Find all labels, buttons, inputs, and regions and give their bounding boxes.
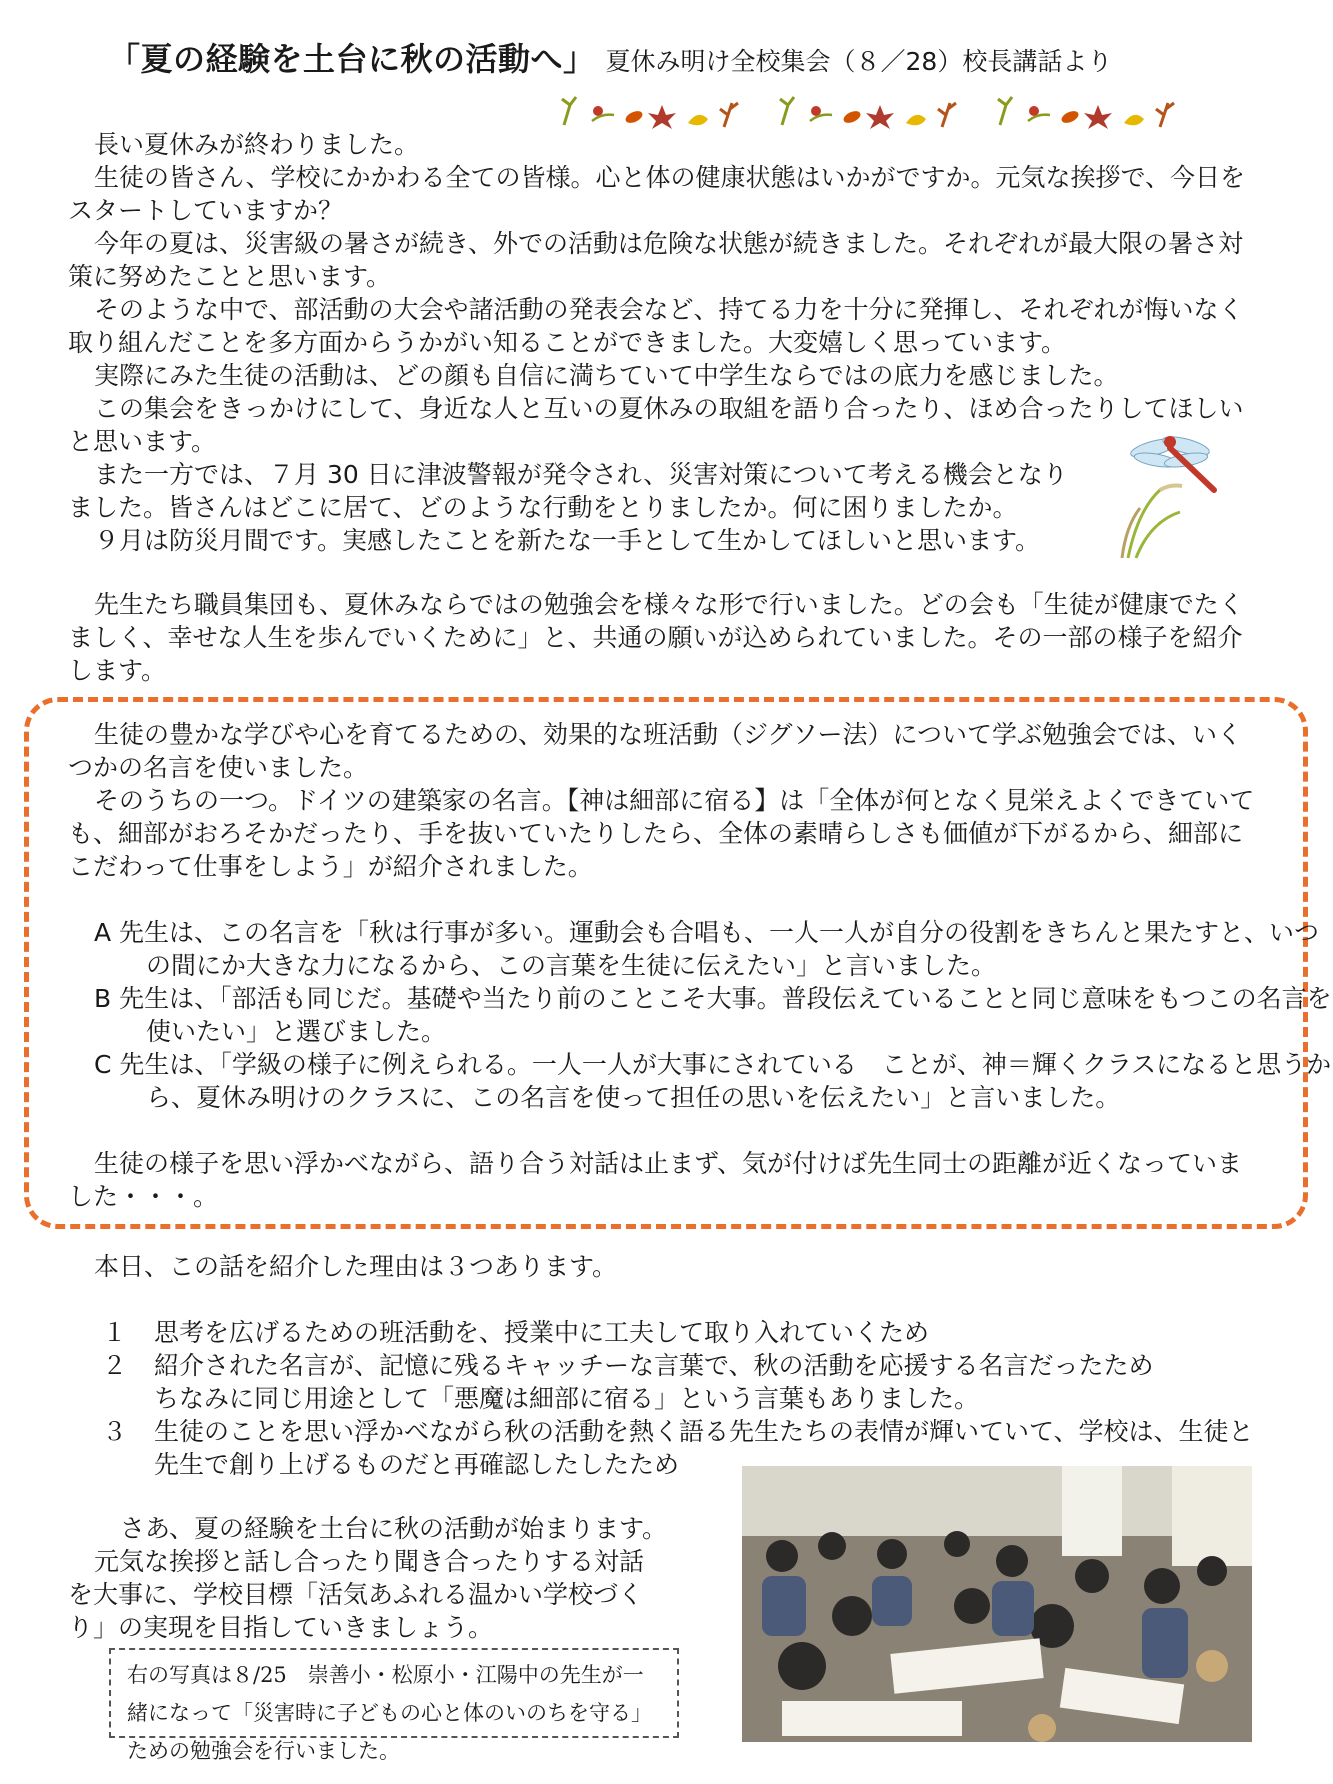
teacher-b-comment: B 先生は、「部活も同じだ。基礎や当たり前のことこそ大事。普段伝えていることと同じ意味をもつこの名言を使いたい」と選びました。: [94, 984, 1332, 1046]
intro-paragraph-3: 今年の夏は、災害級の暑さが続き、外での活動は危険な状態が続きました。それぞれが最大限の暑さ対策に努めたことと思います。: [68, 229, 1244, 291]
intro-paragraph-6: この集会をきっかけにして、身近な人と互いの夏休みの取組を語り合ったり、ほめ合ったりしてほしいと思います。: [68, 394, 1244, 456]
box-paragraph-2: そのうちの一つ。ドイツの建築家の名言。【神は細部に宿る】は「全体が何となく見栄えよくできていても、細部がおろそかだったり、手を抜いていたりしたら、全体の素晴らしさも価値が下がるから、細部にこだわって仕事をしよう」が紹介されました。: [68, 786, 1255, 881]
reason-text: 生徒のことを思い浮かべながら秋の活動を熱く語る先生たちの表情が輝いていて、学校は、生徒と先生で創り上げるものだと再確認したしたため: [154, 1417, 1254, 1479]
reason-number: ３: [102, 1417, 128, 1446]
intro-paragraph-4: そのような中で、部活動の大会や諸活動の発表会など、持てる力を十分に発揮し、それぞれが悔いなく取り組んだことを多方面からうかがい知ることができました。大変嬉しく思っています。: [68, 295, 1244, 357]
reason-number: １: [102, 1318, 128, 1347]
study-session-photo: [742, 1466, 1252, 1742]
staff-paragraph: 先生たち職員集団も、夏休みならではの勉強会を様々な形で行いました。どの会も「生徒が健康でたくましく、幸せな人生を歩んでいくために」と、共通の願いが込められていました。その一部の様子を紹介します。: [68, 590, 1244, 685]
box-paragraph-1: 生徒の豊かな学びや心を育てるための、効果的な班活動（ジグソー法）について学ぶ勉強会では、いくつかの名言を使いました。: [68, 720, 1243, 782]
intro-paragraph-2: 生徒の皆さん、学校にかかわる全ての皆様。心と体の健康状態はいかがですか。元気な挨拶で、今日をスタートしていますか？: [68, 163, 1246, 225]
dragonfly-icon: [1110, 430, 1260, 560]
photo-caption: 右の写真は８/25 崇善小・松原小・江陽中の先生が一緒になって「災害時に子どもの心と体のいのちを守る」ための勉強会を行いました。: [109, 1648, 679, 1738]
conclusion-paragraph-2: 元気な挨拶と話し合ったり聞き合ったりする対話を大事に、学校目標「活気あふれる温かい学校づくり」の実現を目指していきましょう。: [68, 1547, 645, 1642]
title-row: [108, 34, 1112, 80]
reason-text: 思考を広げるための班活動を、授業中に工夫して取り入れていくため: [154, 1318, 930, 1347]
reason-item-1: [68, 1316, 1292, 1349]
reason-item-2: [68, 1349, 1232, 1382]
page-subtitle: 夏休み明け全校集会（８／28）校長講話より: [605, 47, 1113, 76]
tsunami-paragraph-1: また一方では、７月 30 日に津波警報が発令され、災害対策について考える機会となりました。皆さんはどこに居て、どのような行動をとりましたか。何に困りましたか。: [68, 460, 1068, 522]
reason-number: ２: [102, 1351, 128, 1380]
page-title: 「夏の経験を土台に秋の活動へ」: [108, 40, 596, 78]
reason-text: 紹介された名言が、記憶に残るキャッチーな言葉で、秋の活動を応援する名言だったため: [154, 1351, 1154, 1380]
box-closing: 生徒の様子を思い浮かべながら、語り合う対話は止まず、気が付けば先生同士の距離が近くなっていました・・・。: [68, 1149, 1243, 1211]
intro-paragraph-5: 実際にみた生徒の活動は、どの顔も自信に満ちていて中学生ならではの底力を感じました。: [94, 361, 1119, 390]
reasons-lead: 本日、この話を紹介した理由は３つあります。: [94, 1252, 618, 1281]
reason-item-2-note: ちなみに同じ用途として「悪魔は細部に宿る」という言葉もありました。: [154, 1384, 980, 1413]
teacher-a-comment: A 先生は、この名言を「秋は行事が多い。運動会も合唱も、一人一人が自分の役割をきちんと果たすと、いつの間にか大きな力になるから、この言葉を生徒に伝えたい」と言いました。: [94, 918, 1320, 980]
autumn-leaves-border-icon: [552, 93, 1204, 133]
conclusion-paragraph-1: さあ、夏の経験を土台に秋の活動が始まります。: [120, 1514, 668, 1543]
pampas-grass-icon: [1122, 486, 1182, 559]
tsunami-paragraph-2: ９月は防災月間です。実感したことを新たな一手として生かしてほしいと思います。: [94, 526, 1041, 555]
teacher-c-comment: C 先生は、「学級の様子に例えられる。一人一人が大事にされている ことが、神＝輝くクラスになると思うから、夏休み明けのクラスに、この名言を使って担任の思いを伝えたい」と言いました。: [94, 1050, 1332, 1112]
intro-paragraph-1: 長い夏休みが終わりました。: [94, 130, 420, 159]
